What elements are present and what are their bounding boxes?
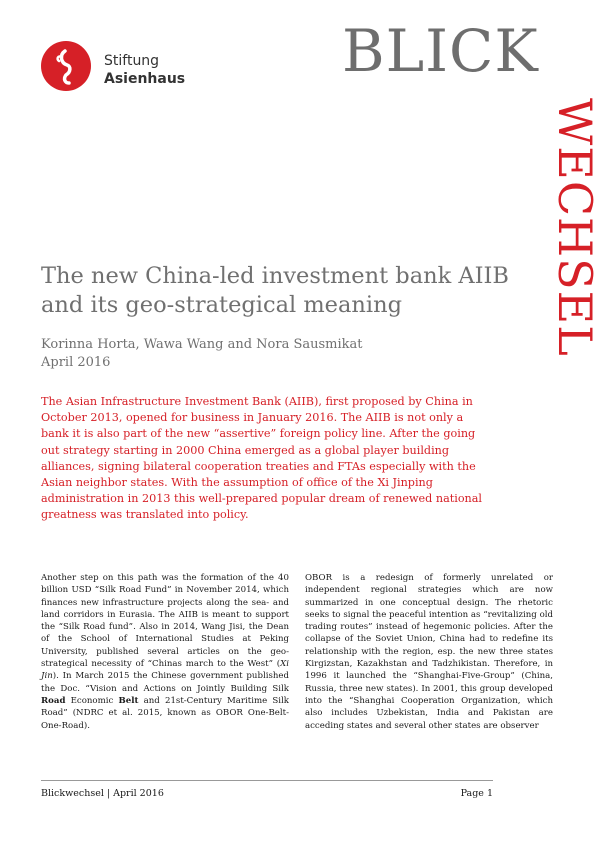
article-date: April 2016	[41, 355, 111, 370]
article-authors: Korinna Horta, Wawa Wang and Nora Sausmikat	[41, 337, 363, 352]
article-title: The new China-led investment bank AIIB and its geo-strategical meaning	[41, 263, 509, 318]
abstract-text: The Asian Infrastructure Investment Bank (AIIB), first proposed by China in October 2013, opened for business in January 2016. The AIIB is not only a bank it is also part of the new “assertive” foreign policy line. After the going out strategy starting in 2000 China emerged as a global player building alliances, signing bilateral cooperation treaties and FTAs especially with the Asian neighbor states. With the assumption of office of the Xi Jinping administration in 2013 this well-prepared popular dream of renewed national greatness was translated into policy.	[41, 395, 483, 522]
body-text: and 21st-Century Maritime Silk Road” (NDRC et al. 2015, known as OBOR One-Belt-One-Road).	[41, 695, 289, 731]
italic-term: Xi Jin	[41, 659, 289, 682]
stiftung-asienhaus-logo[interactable]	[41, 41, 201, 91]
footer-page-number: Page 1	[460, 788, 493, 799]
logo-text-stiftung: Stiftung	[104, 53, 160, 69]
body-text: Economic	[65, 695, 119, 706]
body-column-right	[305, 572, 553, 772]
masthead-blick: BLICK	[342, 17, 539, 85]
logo-text-asienhaus: Asienhaus	[104, 71, 186, 87]
footer-divider	[41, 780, 493, 781]
bold-term-belt: Belt	[118, 695, 139, 706]
bold-term-road: Road	[41, 695, 66, 706]
article-abstract	[41, 394, 489, 524]
body-text: ). In March 2015 the Chinese government published the Doc. “Vision and Actions on Jointly Building Silk	[41, 671, 289, 694]
footer-publication: Blickwechsel | April 2016	[41, 788, 164, 799]
body-paragraph: OBOR is a redesign of formerly unrelated or independent regional strategies which are now summarized in one conceptual design. The rhetoric seeks to signal the peaceful intention as “revitalizing old trading routes” instead of hegemonic policies. After the collapse of the Soviet Union, China had to redefine its relationship with the region, esp. the new three states Kirgizstan, Kazakhstan and Tadzhikistan. Therefore, in 1996 it launched the “Shanghai-Five-Group” (China, Russia, three new states). In 2001, this group developed into the “Shanghai Cooperation Organization, which also includes Uzbekistan, India and Pakistan are acceding states and several other states are observer	[305, 573, 553, 731]
body-paragraph	[41, 572, 289, 732]
body-column-left	[41, 572, 289, 732]
body-text: Another step on this path was the formation of the 40 billion USD “Silk Road Fund” in November 2014, which finances new infrastructure projects along the sea- and land corridors in Eurasia. The AIIB is meant to support the “Silk Road fund”. Also in 2014, Wang Jisi, the Dean of the School of International Studies at Peking University, published several articles on the geo-strategical necessity of “Chinas march to the West” (	[41, 573, 289, 670]
logo-mark-icon	[41, 41, 91, 91]
masthead-wechsel: WECHSEL	[548, 98, 602, 357]
